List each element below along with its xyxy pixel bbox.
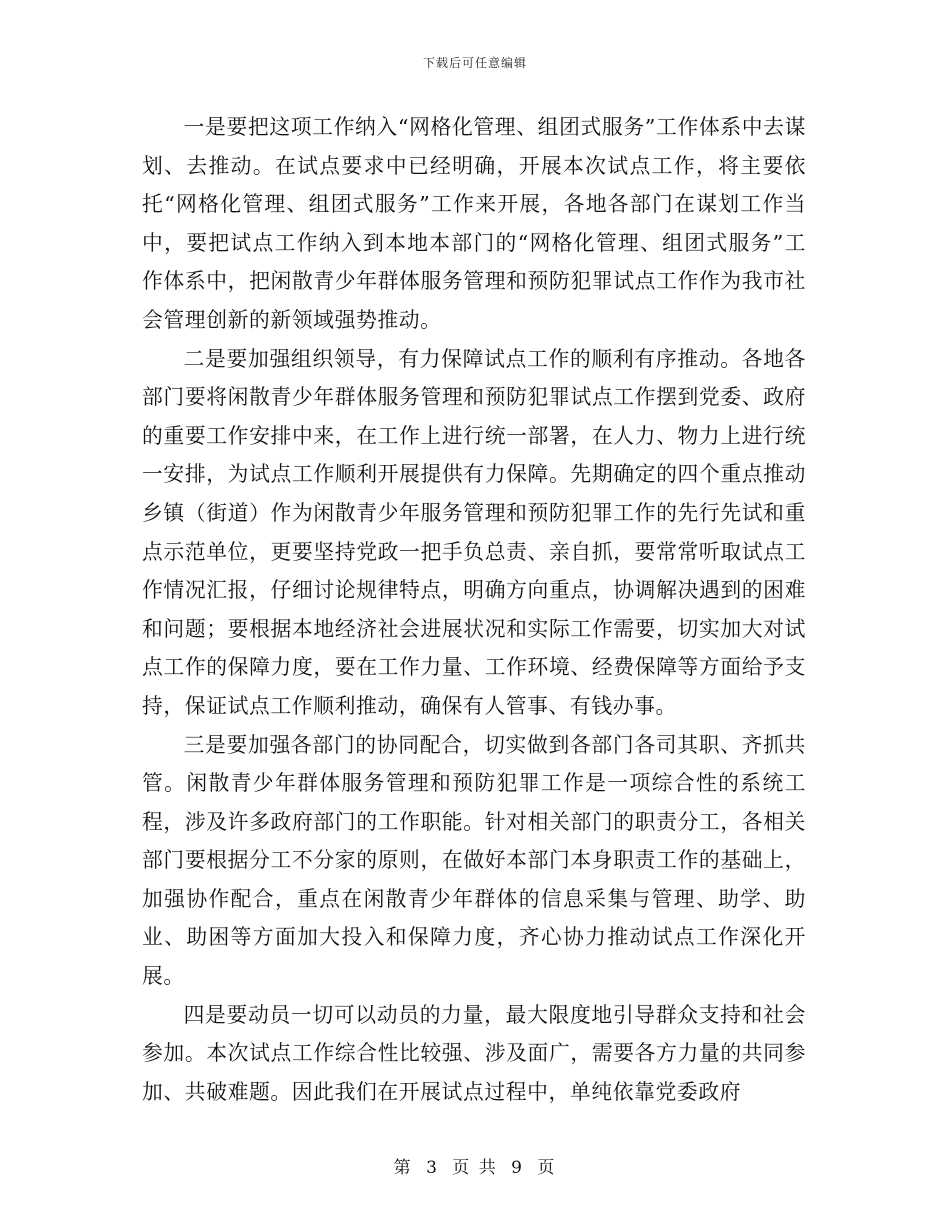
- paragraph-1: 一是要把这项工作纳入“网格化管理、组团式服务”工作体系中去谋划、去推动。在试点要求中已经明确，开展本次试点工作，将主要依托“网格化管理、组团式服务”工作来开展，各地各部门在谋划工作当中，要把试点工作纳入到本地本部门的“网格化管理、组团式服务”工作体系中，把闲散青少年群体服务管理和预防犯罪试点工作作为我市社会管理创新的新领域强势推动。: [142, 115, 806, 332]
- footer-suffix: 页: [537, 1158, 557, 1178]
- paragraph-4: 四是要动员一切可以动员的力量，最大限度地引导群众支持和社会参加。本次试点工作综合性比较强、涉及面广，需要各方力量的共同参加、共破难题。因此我们在开展试点过程中，单纯依靠党委政府: [142, 1002, 806, 1104]
- page-footer: [0, 1153, 950, 1178]
- footer-middle: 页 共: [452, 1158, 498, 1178]
- document-body: [142, 108, 806, 1111]
- current-page-number: 3: [426, 1158, 439, 1178]
- page-header: 下载后可任意编辑: [422, 56, 527, 70]
- footer-prefix: 第: [393, 1158, 413, 1178]
- paragraph-2: 二是要加强组织领导，有力保障试点工作的顺利有序推动。各地各部门要将闲散青少年群体服务管理和预防犯罪试点工作摆到党委、政府的重要工作安排中来，在工作上进行统一部署，在人力、物力上进行统一安排，为试点工作顺利开展提供有力保障。先期确定的四个重点推动乡镇（街道）作为闲散青少年服务管理和预防犯罪工作的先行先试和重点示范单位，更要坚持党政一把手负总责、亲自抓，要常常听取试点工作情况汇报，仔细讨论规律特点，明确方向重点，协调解决遇到的困难和问题；要根据本地经济社会进展状况和实际工作需要，切实加大对试点工作的保障力度，要在工作力量、工作环境、经费保障等方面给予支持，保证试点工作顺利推动，确保有人管事、有钱办事。: [142, 346, 806, 718]
- paragraph-3: 三是要加强各部门的协同配合，切实做到各部门各司其职、齐抓共管。闲散青少年群体服务管理和预防犯罪工作是一项综合性的系统工程，涉及许多政府部门的工作职能。针对相关部门的职责分工，各相关部门要根据分工不分家的原则，在做好本部门本身职责工作的基础上，加强协作配合，重点在闲散青少年群体的信息采集与管理、助学、助业、助困等方面加大投入和保障力度，齐心协力推动试点工作深化开展。: [142, 732, 806, 989]
- total-page-number: 9: [511, 1158, 524, 1178]
